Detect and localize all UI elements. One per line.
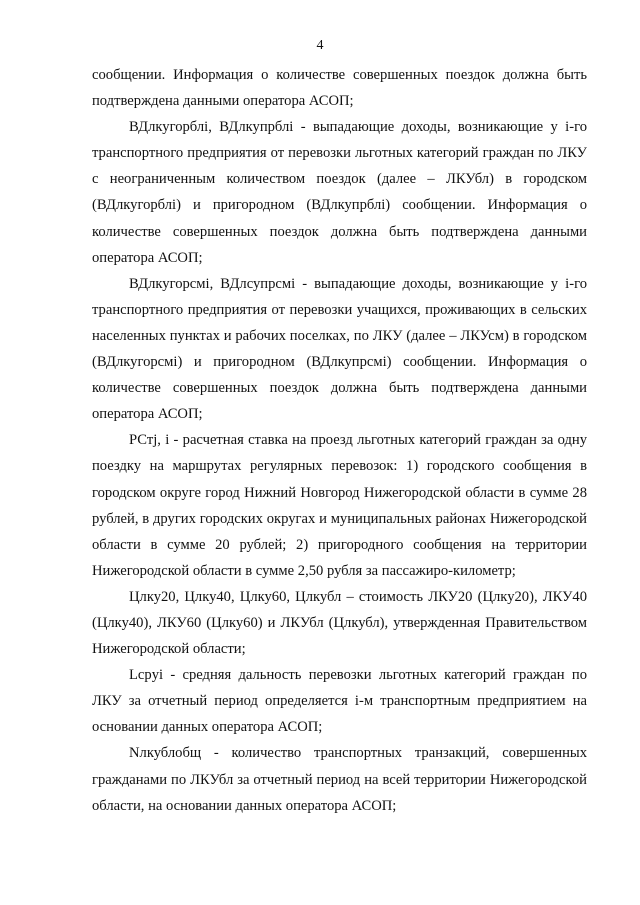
paragraph-average-distance: Lсpуi - средняя дальность перевозки льготных категорий граждан по ЛКУ за отчетный период определяется i-м транспортным предприятием на основании данных оператора АСОП; [92, 667, 587, 736]
document-body [92, 62, 587, 819]
paragraph-card-cost: Цлку20, Цлку40, Цлку60, Цлкубл – стоимость ЛКУ20 (Цлку20), ЛКУ40 (Цлку40), ЛКУ60 (Цлку60) и ЛКУбл (Цлкубл), утвержденная Правительством Нижегородской области; [92, 588, 587, 658]
page-number: 4 [316, 38, 324, 53]
paragraph-continuation: сообщении. Информация о количестве совершенных поездок должна быть подтверждена данными оператора АСОП; [92, 67, 587, 110]
paragraph-transactions: Nлкублобщ - количество транспортных транзакций, совершенных гражданами по ЛКУбл за отчетный период на всей территории Нижегородской области, на основании данных оператора АСОП; [92, 745, 587, 814]
paragraph-vd-unlimited: ВДлкугорблi, ВДлкупрблi - выпадающие доходы, возникающие у i-го транспортного предприятия от перевозки льготных категорий граждан по ЛКУ с неограниченным количеством поездок (далее – ЛКУбл) в городском (ВДлкугорблi) и пригородном (ВДлкупрблi) сообщении. Информация о количестве совершенных поездок должна быть подтверждена данными оператора АСОП; [92, 119, 587, 266]
paragraph-vd-students: ВДлкугорсмi, ВДлсупрсмi - выпадающие доходы, возникающие у i-го транспортного предприятия от перевозки учащихся, проживающих в сельских населенных пунктах и рабочих поселках, по ЛКУ (далее – ЛКУсм) в городском (ВДлкугорсмi) и пригородном (ВДлкупрсмi) сообщении. Информация о количестве совершенных поездок должна быть подтверждена данными оператора АСОП; [92, 275, 587, 423]
paragraph-rate: РСтj, i - расчетная ставка на проезд льготных категорий граждан за одну поездку на маршрутах регулярных перевозок: 1) городского сообщения в городском округе город Нижний Новгород Нижегородской области в сумме 28 рублей, в других городских округах и муниципальных районах Нижегородской области в сумме 20 рублей; 2) пригородного сообщения на территории Нижегородской области в сумме 2,50 рубля за пассажиро-километр; [92, 432, 587, 579]
